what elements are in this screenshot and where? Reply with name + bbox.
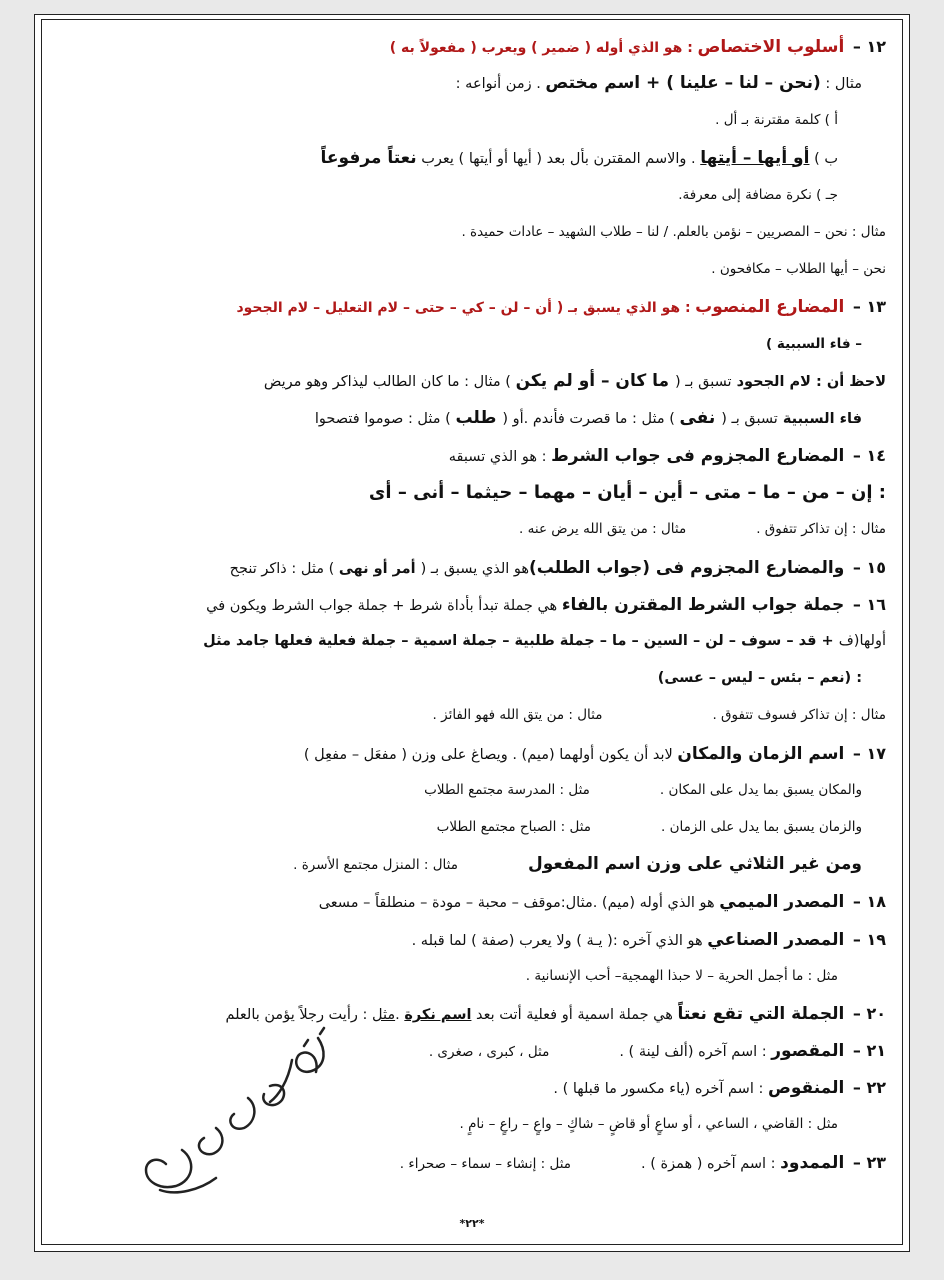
example-text: مثل : المدرسة مجتمع الطلاب [424, 781, 590, 798]
sub-item-text: أ ) كلمة مقترنة بـ أل . [715, 112, 838, 129]
rule-text: هي جملة اسمية أو فعلية أتت بعد [471, 1006, 678, 1023]
rule-number: ٢٠ – [852, 1003, 886, 1023]
rule-title: اسم الزمان والمكان [677, 743, 845, 764]
rule-title: جملة جواب الشرط المقترن بالفاء [561, 594, 845, 615]
sub-item-bold: نعتاً مرفوعاً [320, 147, 417, 168]
rule-bold: أمر أو نهى [338, 560, 421, 577]
rule-text: هو الذي أوله (ميم) .مثال:موقف – محبة – مودة – منطلقاً – مسعى [318, 895, 720, 912]
note-bold: لاحظ أن : لام الجحود [731, 373, 886, 390]
rule-text: : اسم آخره (ألف لينة ) . [619, 1044, 772, 1061]
continuation-line [62, 660, 886, 697]
rule-title: المقصور [771, 1041, 845, 1062]
rule-text: : رأيت رجلاً يؤمن بالعلم [225, 1006, 372, 1023]
sub-item-text: جـ ) نكرة مضافة إلى معرفة. [678, 186, 838, 203]
rule-text: : هو الذي تسبقه [448, 449, 547, 466]
rule-text: : هو الذي أوله ( ضمير ) ويعرب ( مفعولاً به ) [389, 40, 693, 56]
rule-text: هو الذي يسبق بـ ( [420, 560, 530, 577]
example-line [62, 511, 886, 548]
continuation-text: – فاء السببية ) [766, 335, 862, 352]
rule-12-line [62, 28, 886, 65]
rule-number: ١٣ – [852, 297, 886, 317]
sub-item-underlined: أو أيها – أيتها [700, 147, 810, 168]
rule-14-line [62, 437, 886, 474]
example-line [62, 809, 886, 846]
rule-text: : هو الذي يسبق بـ ( أن – لن – كي – حتى – لام التعليل – لام الجحود [236, 300, 691, 317]
rule-number: ٢١ – [852, 1041, 886, 1061]
rule-number: ١٢ – [852, 37, 886, 56]
page-number: *٢٢* [459, 1217, 485, 1230]
note-text: ) مثال : ما كان الطالب ليذاكر وهو مريض [263, 373, 516, 390]
sub-item-prefix: ب ) [809, 150, 838, 167]
example-text: مثال : من يتق الله فهو الفائز . [432, 707, 603, 724]
rule-title: المضارع المنصوب [695, 297, 845, 318]
rule-15-line [62, 549, 886, 586]
rule-title: الجملة التي تقع نعتاً [677, 1003, 845, 1024]
rule-title: والمضارع المجزوم فى (جواب الطلب) [529, 557, 845, 578]
example-line [62, 65, 886, 102]
rule-number: ١٧ – [852, 743, 886, 763]
example-line [62, 958, 886, 995]
example-text: مثال : إن تذاكر تتفوق . [756, 521, 886, 538]
example-label: مثال : [825, 76, 862, 93]
example-text: مثل : إنشاء – سماء – صحراء . [399, 1155, 572, 1172]
note-text: تسبق بـ ( [674, 373, 732, 390]
example-text: مثال : من يتق الله يرض عنه . [519, 521, 687, 538]
rule-title: أسلوب الاختصاص [697, 37, 845, 57]
rule-number: ٢٢ – [852, 1078, 886, 1098]
rule-text: : اسم آخره (ياء مكسور ما قبلها ) . [553, 1081, 768, 1098]
example-text: . زمن أنواعه : [455, 76, 541, 93]
page-border [41, 19, 903, 1245]
example-line [62, 251, 886, 288]
example-text: مثل ، كبرى ، صغرى . [428, 1044, 550, 1061]
rule-text: : اسم آخره ( همزة ) . [641, 1155, 781, 1172]
rule-text: لابد أن يكون أولهما (ميم) . ويصاغ على وزن ( مفعَل – مفعِل ) [303, 746, 678, 763]
rule-13-line [62, 288, 886, 325]
condition-tools: : إن – من – ما – متى – أين – أيان – مهما – حيثما – أنى – أى [368, 482, 886, 504]
rule-16-line [62, 586, 886, 623]
note-text: ) مثل : صوموا فتصحوا [314, 410, 456, 427]
rule-text: هو الذي آخره :( يـة ) ولا يعرب (صفة ) لما قبله . [411, 932, 708, 949]
note-bold: فاء السببية [777, 410, 862, 427]
rule-number: ٢٣ – [852, 1152, 886, 1172]
example-text: مثال : إن تذاكر فسوف تتفوق . [712, 707, 886, 724]
rule-underlined: مثل [371, 1006, 396, 1023]
rule-title: الممدود [780, 1152, 845, 1173]
rule-title: المصدر الميمي [719, 892, 845, 913]
example-text: والزمان يسبق بما يدل على الزمان . [661, 818, 862, 835]
sub-item-c [62, 177, 886, 214]
example-text: والمكان يسبق بما يدل على المكان . [659, 781, 862, 798]
note-bold: طلب [455, 407, 503, 428]
example-line [62, 697, 886, 734]
rule-18-line [62, 883, 886, 920]
rule-number: ١٦ – [852, 594, 886, 614]
example-text: مثال : نحن – المصريين – نؤمن بالعلم. / لنا – طلاب الشهيد – عادات حميدة . [461, 223, 886, 240]
rule-title: المضارع المجزوم فى جواب الشرط [551, 446, 845, 467]
tools-line [62, 474, 886, 511]
rule-text: . [395, 1006, 405, 1023]
example-bold: (نحن – لنا – علينا ) + اسم مختص [545, 73, 821, 94]
rule-19-line [62, 921, 886, 958]
sub-item-a [62, 102, 886, 139]
continuation-line [62, 623, 886, 660]
page-number-value: ٢٢ [465, 1217, 479, 1230]
rule-17-line [62, 735, 886, 772]
example-text: نحن – أيها الطلاب – مكافحون . [711, 261, 886, 278]
document-page [34, 14, 910, 1252]
rule-number: ١٤ – [852, 446, 886, 466]
signature-watermark [120, 1020, 350, 1210]
rule-number: ١٨ – [852, 892, 886, 912]
rule-number: ١٥ – [852, 557, 886, 577]
rule-title: المنقوص [767, 1078, 845, 1099]
rule-title: المصدر الصناعي [707, 929, 845, 950]
example-text: مثل : القاضي ، الساعي ، أو ساعٍ أو قاضٍ – شاكٍ – واعٍ – راعٍ – نامٍ . [459, 1116, 838, 1133]
note-line [62, 363, 886, 400]
example-text: مثل : الصباح مجتمع الطلاب [436, 818, 592, 835]
example-line [62, 772, 886, 809]
example-text: مثل : ما أجمل الحرية – لا حبذا الهمجية– أحب الإنسانية . [525, 967, 838, 984]
example-bold: ومن غير الثلاثي على وزن اسم المفعول [527, 854, 862, 875]
page-content [62, 28, 886, 1181]
note-text: ) مثل : ما قصرت فأندم .أو ( [502, 410, 680, 427]
note-line [62, 400, 886, 437]
note-text: تسبق بـ ( [721, 410, 778, 427]
signature-text: العويدي [120, 1209, 124, 1210]
rule-underlined: اسم نكرة [404, 1006, 472, 1023]
continuation-bold: : (نعم – بئس – ليس – عسى) [657, 670, 862, 687]
example-text: مثال : المنزل مجتمع الأسرة . [293, 857, 458, 874]
example-line [62, 846, 886, 883]
rule-number: ١٩ – [852, 929, 886, 949]
continuation-bold: + قد – سوف – لن – السين – ما – جملة طلبية – جملة اسمية – جملة فعلية فعلها جامد مثل [203, 633, 839, 649]
continuation-line [62, 326, 886, 363]
sub-item-text: . والاسم المقترن بأل بعد ( أيها أو أيتها ) يعرب [416, 150, 701, 167]
note-bold: نفى [679, 407, 722, 428]
note-bold: ما كان – أو لم يكن [515, 370, 675, 391]
rule-text: هي جملة تبدأ بأداة شرط + جملة جواب الشرط ويكون في [206, 597, 562, 614]
rule-text: ) مثل : ذاكر تنجح [229, 560, 339, 577]
sub-item-b [62, 140, 886, 177]
example-line [62, 214, 886, 251]
continuation-text: أولها(ف [838, 633, 886, 649]
